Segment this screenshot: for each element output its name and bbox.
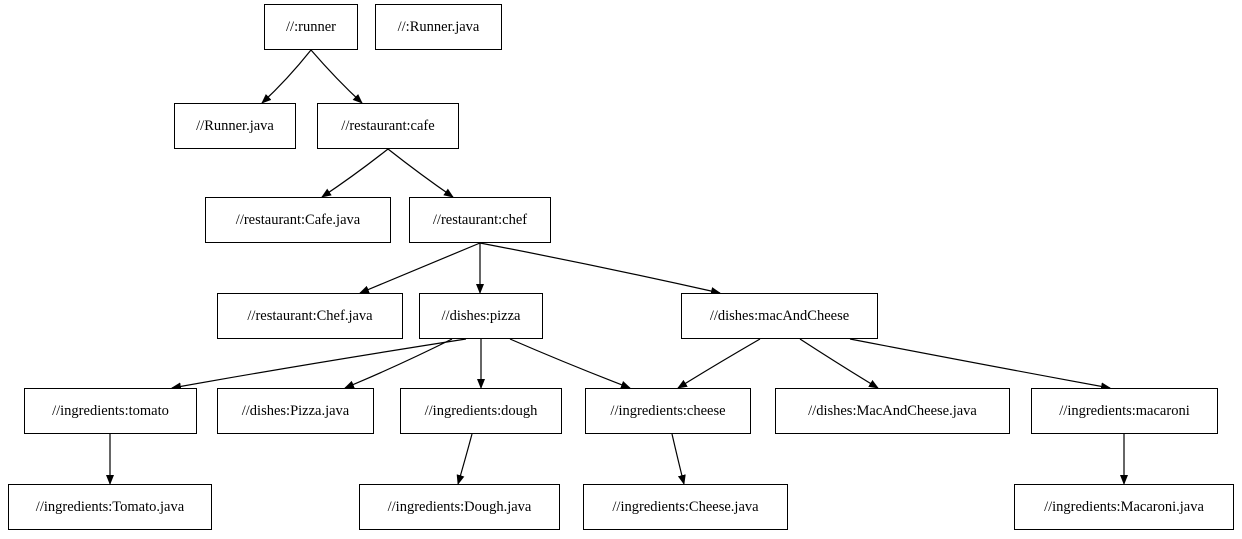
graph-node-label: //ingredients:Cheese.java xyxy=(612,498,759,515)
graph-edge-pizza-to-tomato xyxy=(172,339,466,388)
graph-node-macaroni_java[interactable] xyxy=(1014,484,1234,530)
graph-node-chef_java[interactable] xyxy=(217,293,403,339)
graph-node-label: //restaurant:Chef.java xyxy=(247,307,373,324)
graph-node-runner_java[interactable] xyxy=(174,103,296,149)
graph-edge-cafe-to-cafe_java xyxy=(322,149,388,197)
graph-node-chef[interactable] xyxy=(409,197,551,243)
graph-node-cafe[interactable] xyxy=(317,103,459,149)
graph-edge-cafe-to-chef xyxy=(388,149,453,197)
graph-node-macaroni[interactable] xyxy=(1031,388,1218,434)
graph-node-cafe_java[interactable] xyxy=(205,197,391,243)
graph-node-label: //dishes:MacAndCheese.java xyxy=(808,402,977,419)
graph-edge-pizza-to-cheese xyxy=(510,339,630,388)
graph-edge-chef-to-macandcheese xyxy=(480,243,720,293)
graph-node-dough[interactable] xyxy=(400,388,562,434)
graph-node-label: //ingredients:Tomato.java xyxy=(35,498,185,515)
graph-node-label: //restaurant:chef xyxy=(432,211,528,228)
graph-node-cheese[interactable] xyxy=(585,388,751,434)
graph-node-label: //:runner xyxy=(286,18,336,35)
graph-node-label: //dishes:pizza xyxy=(441,307,521,324)
graph-edge-dough-to-dough_java xyxy=(458,434,472,484)
graph-node-label: //ingredients:macaroni xyxy=(1059,402,1190,419)
graph-node-label: //dishes:macAndCheese xyxy=(709,307,850,324)
graph-edge-chef-to-chef_java xyxy=(360,243,480,293)
graph-node-label: //ingredients:Macaroni.java xyxy=(1044,498,1204,515)
graph-node-runner[interactable] xyxy=(264,4,358,50)
graph-node-runner_java_root[interactable] xyxy=(375,4,502,50)
graph-node-label: //ingredients:tomato xyxy=(52,402,169,419)
graph-edge-runner-to-cafe xyxy=(311,50,362,103)
graph-edge-macandcheese-to-cheese xyxy=(678,339,760,388)
graph-node-label: //restaurant:Cafe.java xyxy=(235,211,361,228)
graph-node-pizza_java[interactable] xyxy=(217,388,374,434)
graph-node-dough_java[interactable] xyxy=(359,484,560,530)
graph-edge-runner-to-runner_java xyxy=(262,50,311,103)
graph-node-label: //ingredients:Dough.java xyxy=(387,498,532,515)
graph-node-macandcheese[interactable] xyxy=(681,293,878,339)
graph-node-label: //restaurant:cafe xyxy=(341,117,435,134)
graph-edge-cheese-to-cheese_java xyxy=(672,434,684,484)
graph-edge-macandcheese-to-macandcheese_java xyxy=(800,339,878,388)
graph-node-label: //dishes:Pizza.java xyxy=(241,402,350,419)
graph-node-tomato_java[interactable] xyxy=(8,484,212,530)
graph-node-label: //ingredients:cheese xyxy=(610,402,726,419)
graph-edge-macandcheese-to-macaroni xyxy=(850,339,1110,388)
graph-node-cheese_java[interactable] xyxy=(583,484,788,530)
graph-node-pizza[interactable] xyxy=(419,293,543,339)
graph-node-macandcheese_java[interactable] xyxy=(775,388,1010,434)
graph-node-label: //Runner.java xyxy=(196,117,274,134)
graph-node-label: //ingredients:dough xyxy=(424,402,538,419)
graph-edge-pizza-to-pizza_java xyxy=(345,339,452,388)
graph-node-label: //:Runner.java xyxy=(397,18,480,35)
graph-node-tomato[interactable] xyxy=(24,388,197,434)
